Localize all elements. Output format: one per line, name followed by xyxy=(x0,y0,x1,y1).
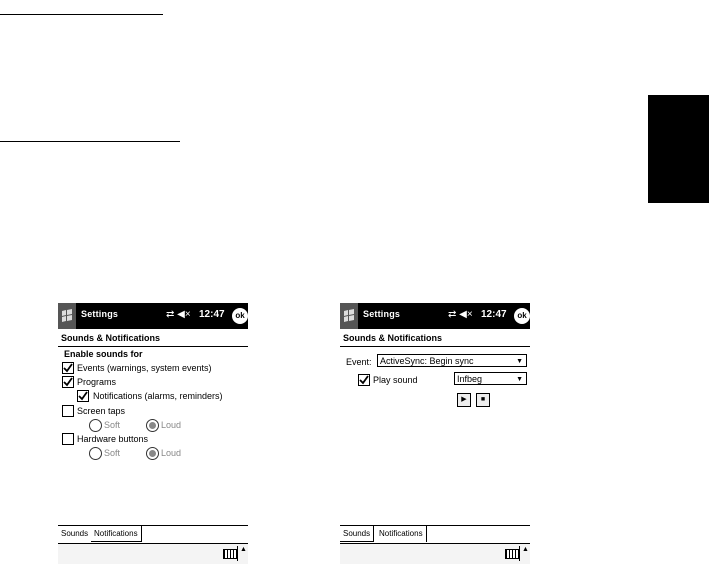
menu-divider xyxy=(237,546,238,561)
sound-dropdown-value: Infbeg xyxy=(457,374,483,384)
sound-dropdown[interactable] xyxy=(454,372,527,385)
checkmark-icon xyxy=(359,375,369,385)
top-rule-2 xyxy=(0,141,180,142)
tab-sounds[interactable]: Sounds xyxy=(340,526,374,542)
event-dropdown[interactable] xyxy=(377,354,527,367)
event-label: Event: xyxy=(346,357,372,367)
start-menu-button[interactable] xyxy=(340,303,358,329)
tab-strip xyxy=(58,525,248,543)
title-bar xyxy=(58,303,248,329)
page-title: Sounds & Notifications xyxy=(343,333,442,343)
screen-taps-soft-radio[interactable] xyxy=(89,419,102,432)
hardware-buttons-loud-radio[interactable] xyxy=(146,447,159,460)
tab-strip xyxy=(340,525,530,543)
input-selector-arrow-icon[interactable]: ▲ xyxy=(522,546,529,553)
notifications-checkbox[interactable] xyxy=(77,390,89,402)
tab-notifications[interactable]: Notifications xyxy=(376,526,427,542)
hardware-buttons-label: Hardware buttons xyxy=(77,434,149,444)
section-label: Enable sounds for xyxy=(64,349,143,359)
play-sound-checkbox[interactable] xyxy=(358,374,370,386)
page-edge-tab xyxy=(648,95,709,203)
menu-bar xyxy=(58,543,248,564)
tab-sounds[interactable]: Sounds xyxy=(58,526,92,542)
header-divider xyxy=(58,346,248,347)
clock-time[interactable]: 12:47 xyxy=(199,309,225,320)
windows-flag-icon xyxy=(342,308,356,324)
screen-taps-label: Screen taps xyxy=(77,406,126,416)
chevron-down-icon: ▼ xyxy=(516,358,523,365)
screen-taps-checkbox[interactable] xyxy=(62,405,74,417)
clock-time[interactable]: 12:47 xyxy=(481,309,507,320)
tab-notifications[interactable]: Notifications xyxy=(91,526,142,542)
app-title: Settings xyxy=(363,309,401,319)
notifications-label: Notifications (alarms, reminders) xyxy=(93,391,223,401)
checkmark-icon xyxy=(78,391,88,401)
programs-checkbox[interactable] xyxy=(62,376,74,388)
programs-label: Programs xyxy=(77,377,117,387)
checkmark-icon xyxy=(63,363,73,373)
screen-taps-loud-label: Loud xyxy=(161,420,182,430)
play-icon: ▶ xyxy=(461,396,467,403)
connectivity-volume-icon[interactable]: ⇄ ◀× xyxy=(448,309,473,320)
screen-taps-soft-label: Soft xyxy=(104,420,121,430)
hardware-buttons-checkbox[interactable] xyxy=(62,433,74,445)
sounds-tab-screen xyxy=(58,303,248,565)
play-sound-label: Play sound xyxy=(373,375,418,385)
stop-icon: ■ xyxy=(480,396,486,403)
input-selector-arrow-icon[interactable]: ▲ xyxy=(240,546,247,553)
start-menu-button[interactable] xyxy=(58,303,76,329)
keyboard-icon[interactable] xyxy=(505,549,519,559)
page-title: Sounds & Notifications xyxy=(61,333,160,343)
chevron-down-icon: ▼ xyxy=(516,376,523,383)
menu-divider xyxy=(519,546,520,561)
ok-button[interactable]: ok xyxy=(232,308,248,324)
top-rule-1 xyxy=(0,14,163,15)
stop-button[interactable] xyxy=(476,393,490,407)
screen-taps-loud-radio[interactable] xyxy=(146,419,159,432)
event-dropdown-value: ActiveSync: Begin sync xyxy=(380,356,474,366)
notifications-tab-screen xyxy=(340,303,530,565)
hardware-buttons-soft-label: Soft xyxy=(104,448,121,458)
keyboard-icon[interactable] xyxy=(223,549,237,559)
hardware-buttons-soft-radio[interactable] xyxy=(89,447,102,460)
app-title: Settings xyxy=(81,309,119,319)
ok-button[interactable]: ok xyxy=(514,308,530,324)
play-button[interactable] xyxy=(457,393,471,407)
windows-flag-icon xyxy=(60,308,74,324)
title-bar xyxy=(340,303,530,329)
hardware-buttons-loud-label: Loud xyxy=(161,448,182,458)
header-divider xyxy=(340,346,530,347)
menu-bar xyxy=(340,543,530,564)
events-checkbox[interactable] xyxy=(62,362,74,374)
checkmark-icon xyxy=(63,377,73,387)
events-label: Events (warnings, system events) xyxy=(77,363,212,373)
connectivity-volume-icon[interactable]: ⇄ ◀× xyxy=(166,309,191,320)
